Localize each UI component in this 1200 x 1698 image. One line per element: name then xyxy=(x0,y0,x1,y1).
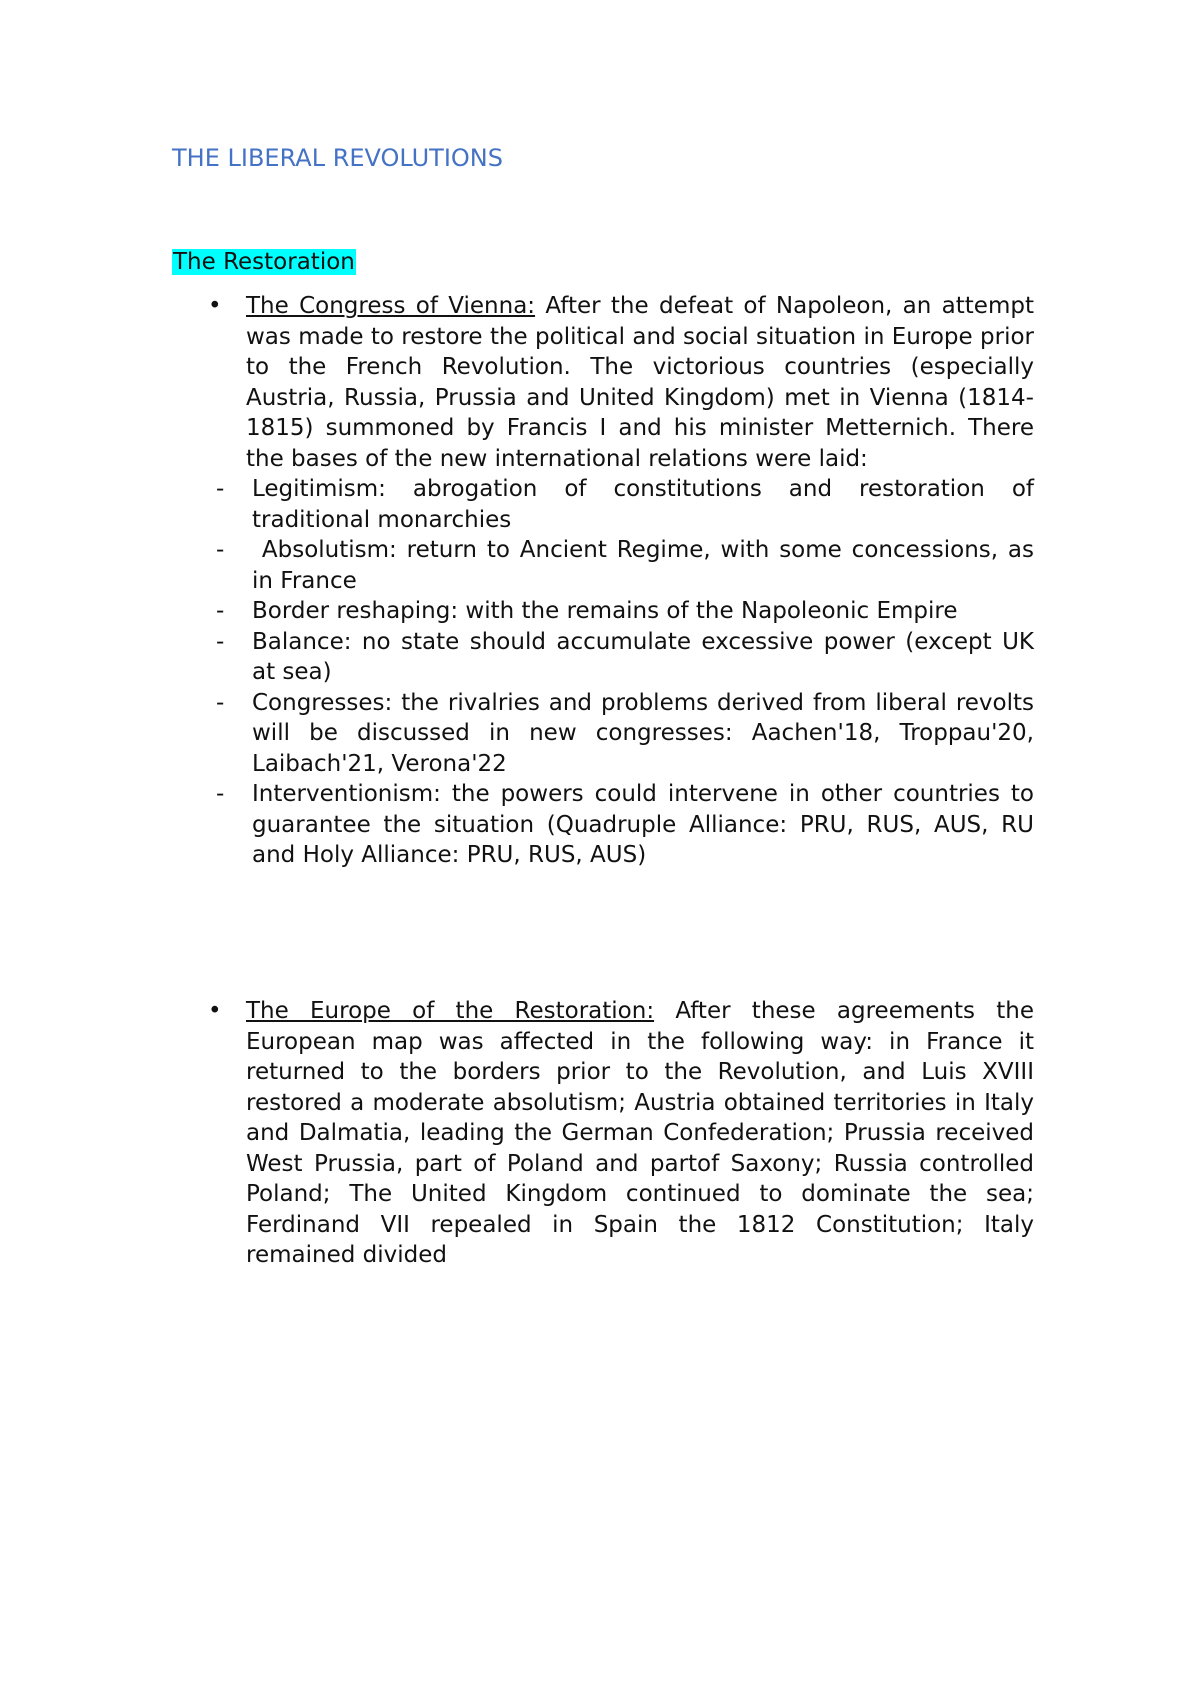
principles-list xyxy=(172,474,1042,871)
dash-marker: - xyxy=(216,598,225,624)
document-title: THE LIBERAL REVOLUTIONS xyxy=(172,144,503,172)
list-item-text: Absolutism: return to Ancient Regime, with some concessions, as in France xyxy=(252,537,1042,594)
dash-marker: - xyxy=(216,781,225,807)
bullet-row xyxy=(172,291,1034,474)
list-item-text: Congresses: the rivalries and problems derived from liberal revolts will be discussed in new congresses: Aachen'18, Troppau'20, Laibach'21, Verona'22 xyxy=(252,689,1034,777)
bullet-label: The Europe of the Restoration: xyxy=(246,998,655,1024)
bullet-paragraph xyxy=(246,291,1034,474)
list-item-balance xyxy=(172,627,1034,688)
list-item-congresses xyxy=(172,688,1034,780)
bullet-europe-of-the-restoration xyxy=(172,996,1034,1271)
list-item-legitimism xyxy=(172,474,1034,535)
bullet-body: After the defeat of Napoleon, an attempt was made to restore the political and social situation in Europe prior to the French Revolution. The victorious countries (especially Austria, Russia, Prussia and United Kingdom) met in Vienna (1814-1815) summoned by Francis I and his minister Metternich. There the bases of the new international relations were laid: xyxy=(246,293,1034,472)
bullet-body: After these agreements the European map was affected in the following way: in France it returned to the borders prior to the Revolution, and Luis XVIII restored a moderate absolutism; Austria obtained territories in Italy and Dalmatia, leading the German Confederation; Prussia received West Prussia, part of Poland and partof Saxony; Russia controlled Poland; The United Kingdom continued to dominate the sea; Ferdinand VII repealed in Spain the 1812 Constitution; Italy remained divided xyxy=(246,998,1034,1268)
bullet-row xyxy=(172,996,1034,1271)
list-item-border-reshaping xyxy=(172,596,1034,627)
dash-marker: - xyxy=(216,476,225,502)
list-item-interventionism xyxy=(172,779,1034,871)
bullet-marker: • xyxy=(208,293,222,319)
list-item-text: Border reshaping: with the remains of the Napoleonic Empire xyxy=(252,598,958,624)
bullet-paragraph xyxy=(246,996,1034,1271)
list-item-text: Legitimism: abrogation of constitutions and restoration of traditional monarchies xyxy=(252,476,1034,533)
dash-marker: - xyxy=(216,537,225,563)
list-item-absolutism xyxy=(172,535,1042,596)
section-heading xyxy=(172,247,356,277)
dash-marker: - xyxy=(216,689,225,716)
list-item-text: Interventionism: the powers could intervene in other countries to guarantee the situation (Quadruple Alliance: PRU, RUS, AUS, RU and Holy Alliance: PRU, RUS, AUS) xyxy=(252,781,1034,868)
bullet-label: The Congress of Vienna: xyxy=(246,293,536,319)
bullet-marker: • xyxy=(208,998,222,1024)
bullet-congress-of-vienna xyxy=(172,291,1042,871)
list-item-text: Balance: no state should accumulate excessive power (except UK at sea) xyxy=(252,628,1034,685)
dash-marker: - xyxy=(216,628,225,655)
section-heading-highlight: The Restoration xyxy=(173,249,355,275)
